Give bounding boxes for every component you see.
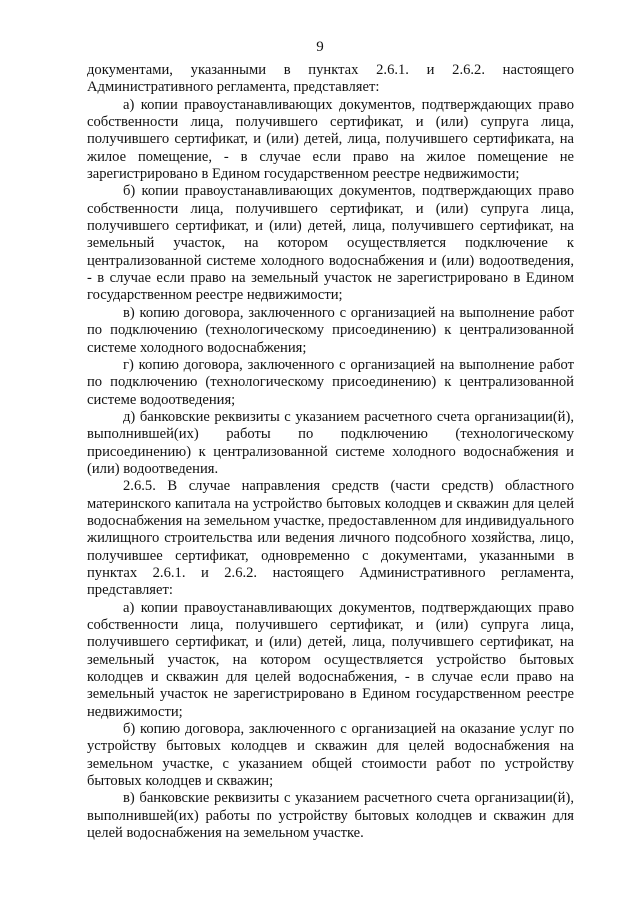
page-number: 9 [316, 39, 324, 55]
document-body [87, 62, 574, 842]
paragraph-item-g: г) копию договора, заключенного с организацией на выполнение работ по подключению (технологическому присоединению) к централизованной системе водоотведения; [87, 356, 574, 408]
paragraph-section-2-6-5: 2.6.5. В случае направления средств (части средств) областного материнского капитала на устройство бытовых колодцев и скважин для целей водоснабжения на земельном участке, предоставленном для индивидуального жилищного строительства или ведения личного подсобного хозяйства, лицо, получившее сертификат, одновременно с документами, указанными в пунктах 2.6.1. и 2.6.2. настоящего Административного регламента, представляет: [87, 478, 574, 599]
paragraph-item-a: а) копии правоустанавливающих документов, подтверждающих право собственности лица, получившего сертификат, и (или) супруга лица, получившего сертификат, и (или) детей, лица, получившего сертификата, на жилое помещение, - в случае если право на жилое помещение не зарегистрировано в Едином государственном реестре недвижимости; [87, 96, 574, 183]
paragraph-continuation: документами, указанными в пунктах 2.6.1. и 2.6.2. настоящего Административного регламента, представляет: [87, 62, 574, 96]
paragraph-item-v: в) копию договора, заключенного с организацией на выполнение работ по подключению (технологическому присоединению) к централизованной системе холодного водоснабжения; [87, 304, 574, 356]
paragraph-item-v-2: в) банковские реквизиты с указанием расчетного счета организации(й), выполнившей(их) работы по устройству бытовых колодцев и скважин для целей водоснабжения на земельном участке. [87, 790, 574, 842]
paragraph-item-d: д) банковские реквизиты с указанием расчетного счета организации(й), выполнившей(их) работы по подключению (технологическому присоединению) к централизованной системе холодного водоснабжения и (или) водоотведения. [87, 408, 574, 477]
paragraph-item-b-2: б) копию договора, заключенного с организацией на оказание услуг по устройству бытовых колодцев и скважин для целей водоснабжения на земельном участке, с указанием общей стоимости работ по устройству бытовых колодцев и скважин; [87, 721, 574, 790]
paragraph-item-a-2: а) копии правоустанавливающих документов, подтверждающих право собственности лица, получившего сертификат, и (или) супруга лица, получившего сертификат, и (или) детей, лица, получившего сертификат, на земельный участок, на котором осуществляется устройство бытовых колодцев и скважин для целей водоснабжения, - в случае если право на земельный участок не зарегистрировано в Едином государственном реестре недвижимости; [87, 599, 574, 720]
paragraph-item-b: б) копии правоустанавливающих документов, подтверждающих право собственности лица, получившего сертификат, и (или) супруга лица, получившего сертификат, и (или) детей, лица, получившего сертификат, на земельный участок, на котором осуществляется подключение к централизованной системе холодного водоснабжения и (или) водоотведения, - в случае если право на земельный участок не зарегистрировано в Едином государственном реестре недвижимости; [87, 183, 574, 304]
